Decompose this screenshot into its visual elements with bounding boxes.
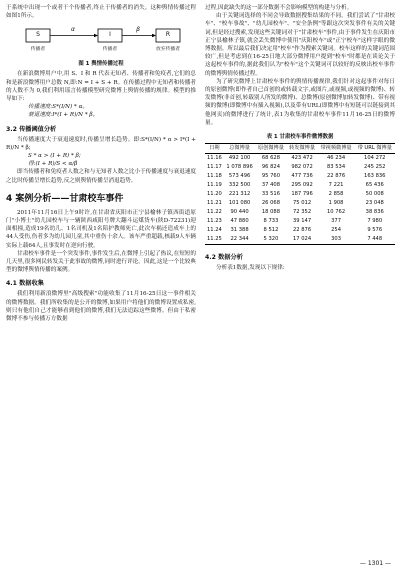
table-cell: 477 736 [291,173,313,180]
equation: 衰退速度:I*(I + R)/N * β。 [28,112,99,119]
paragraph: 于系统中出现一个或者干个传播者,终止于传播者的消失。这种舆情传播过程如图1所示。 [6,5,196,20]
table-cell: 11.20 [206,191,222,198]
table-header-cell: 转发微博量 [289,145,316,152]
beta-label: β [136,26,140,34]
table-row [205,226,395,235]
table-cell: 22 876 [326,173,346,180]
table-header-cell: 原创微博量 [257,145,284,152]
table-cell: 47 880 [230,218,249,225]
table-cell: 245 252 [364,164,386,171]
table-cell: 221 312 [228,191,251,198]
weibo-data-table [205,143,395,245]
chapter-heading: 4 案例分析——甘肃校车事件 [6,193,124,204]
box-i-label: I [109,31,111,39]
alpha-label: α [71,26,75,34]
table-cell: 26 068 [261,200,281,207]
table-cell: 22 344 [230,236,249,243]
box-s-label: S [36,31,40,39]
propagation-diagram [6,23,196,57]
table-cell: 423 472 [291,155,313,162]
table-cell: 17 024 [292,236,312,243]
table-row [205,190,395,199]
table-row [205,208,395,217]
figure-caption: 图 1 舆情传播过程 [78,61,124,68]
box-r-label: R [165,31,171,39]
table-cell: 11.21 [206,200,222,207]
table-cell: 68 628 [261,155,281,162]
paragraph: 当传播速度大于衰退速度时,传播呈增长趋势。即:S*(I/N) * α > I*(I + R)/N * β; [6,136,196,151]
paragraph: 过程,因此缺失的这一部分数据不会影响模型的构建与分析。 [205,5,353,11]
table-cell: 573 496 [228,173,251,180]
table-cell: 22 876 [292,227,312,234]
table-cell: 1 908 [328,200,344,207]
table-cell: 7 448 [367,236,383,243]
table-cell: 2 858 [328,191,344,198]
table-cell: 95 760 [261,173,281,180]
table-header-cell: 带视频微博量 [320,145,352,152]
table-cell: 163 836 [364,173,386,180]
table-cell: 11.18 [206,173,222,180]
table-cell: 11.24 [206,227,222,234]
equation: 得:(I + R)/S < α/β [28,161,78,168]
table-cell: 11.16 [206,155,222,162]
page-number: — 1301 — [359,560,391,567]
table-cell: 50 008 [365,191,384,198]
table-cell: 39 147 [292,218,312,225]
table-cell: 101 080 [228,200,251,207]
table-row [205,181,395,190]
table-cell: 46 234 [326,155,346,162]
table-cell: 23 048 [365,200,384,207]
table-cell: 83 534 [326,164,346,171]
table-cell: 11.17 [206,164,222,171]
left-column [6,4,196,323]
equation: S * α > (I + R) * β; [28,153,81,160]
table-row [205,199,395,208]
table-cell: 8 512 [263,227,279,234]
table-cell: 11.19 [206,182,222,189]
table-row [205,163,395,172]
table-row [205,172,395,181]
paragraph: 由于关键词选择的不同会导致数据搜集结果的不同。我们尝试了"甘肃校车"、"校车事故"、"幼儿园校车"、"安全条例"等跟这次突发事件有关的关键词,但是经过搜索,发现这些关键词对于"甘肃校车"事件,由于事件发生在庆阳市正宁县榆林子镇,就会丢失微博中使用"庆阳校车"或"正宁校车"这样字眼的微博数据。所以最后我们决定用"校车"作为搜索关键词。校车这样的关键词范围较广,但是考虑到在16-25日地大部分微博用户提到"校车"时都是在谈论关于这起校车事件的,据此我们认为"校车"这个关键词可以较好的反映出校车事件的微博舆情传播过程。 [205,13,395,77]
table-cell: 104 272 [364,155,386,162]
table-cell: 75 012 [292,200,312,207]
table-cell: 7 221 [328,182,344,189]
table-cell: 377 [331,218,341,225]
table-cell: 254 [331,227,341,234]
table-header-cell: 带 URL 微博量 [357,145,392,152]
table-cell: 187 796 [291,191,313,198]
paragraph: 甘肃校车事件是一个突发事件,事件发生后,在微博上引起了热议,在短短的几天里,很多网民转发关于此事故的微博,同时进行评论。因此,这是一个比较典型的微博舆情传播的案例。 [6,250,196,274]
table-row [205,217,395,226]
table-cell: 96 824 [261,164,281,171]
table-cell: 332 500 [228,182,251,189]
box-r-caption: 放弃传播者 [156,47,180,53]
paragraph: 即当传播者和免疫者人数之和与无知者人数之比小于传播速度与衰退速度之比时传播呈增长趋势,反之则舆情传播呈消退趋势。 [6,169,197,184]
table-cell: 37 408 [261,182,281,189]
table-cell: 33 516 [261,191,281,198]
section-heading: 4.1 数据收集 [6,280,44,288]
table-cell: 11.23 [206,218,222,225]
table-body [205,154,395,245]
paragraph: 2011年11月16日上午9时许,在甘肃省庆阳市正宁县榆林子镇西街道原门"小博士"幼儿园校车与一辆陕西咸阳号牌大翻斗运煤货车(陕D-72231)迎面相撞,造成19名幼儿、1名司机及1名陪护教师死亡,此次车祸还造成车上的44人受伤,伤者多为幼儿园儿童,其中重伤十余人。该车严重超载,核载9人车辆实际上载64人,且事发时在逆向行驶。 [6,209,196,249]
right-column [205,4,395,272]
paragraph: 在新浪微博用户中,用 S、I 和 R 代表无知者、传播者和免疫者,它们的总和是新浪微博用户总数 N,即:N = I + S + R。在传播过程中无知者和传播者的人数不为 0,我们利用谣言传播模型研究微博上舆情传播的规律。模型的推导如下: [6,71,196,103]
box-s-caption: 传播者 [30,47,46,53]
table-header-cell: 日期 [209,145,220,152]
equation: 传播速度:S*(I/N) * α。 [28,104,88,111]
table-row [205,154,395,164]
table-caption: 表 1 甘肃校车事件微博数据 [266,134,334,141]
table-header-cell: 总微博量 [229,145,250,152]
table-cell: 8 733 [263,218,279,225]
table-cell: 9 576 [367,227,383,234]
table-header-row [205,144,395,154]
table-cell: 65 436 [365,182,384,189]
table-row [205,235,395,245]
table-cell: 11.22 [206,209,222,216]
table-cell: 1 078 896 [226,164,253,171]
table-cell: 295 092 [291,182,313,189]
table-cell: 492 100 [228,155,251,162]
table-cell: 303 [331,236,341,243]
table-cell: 31 388 [230,227,249,234]
table-cell: 90 440 [230,209,249,216]
section-heading: 4.2 数据分析 [205,254,243,262]
paragraph: 我们利用新浪微博里"高级搜索"功能收集了11月16-25日这一事件相关的微博数据。我们所收集的是公开的微博,如果用户将他们的微博设置成私密,则只有他们自己才能够看到他们的微博,我们无法追踪这些微博。但由于私密微博不参与传播万方数据 [6,291,196,323]
table-cell: 18 088 [261,209,281,216]
table-cell: 11.25 [206,236,222,243]
box-i-caption: 传播者 [102,47,118,53]
section-heading: 3.2 传播阈值分析 [6,125,57,133]
table-cell: 5 320 [263,236,279,243]
paragraph: 为了研究微博上甘肃校车事件的舆情传播规律,我们针对这起事件对每日的原创微博(即作者自己首创的或转载文字,或图片,或视频,或视频的微博)、转发微博(非首创,转载别人所发的微博)、总微博(原创微博加转发微博)、带有视频的微博(即微博中有插入视频),以及带有URL(即微博中有短链可以链接到其他网页)的微博进行了统计,表1为收集的甘肃校车事件11月16-25日的微博量。 [205,78,395,126]
table-cell: 72 352 [292,209,312,216]
table-cell: 982 072 [291,164,313,171]
table-cell: 38 836 [365,209,384,216]
table-cell: 10 762 [326,209,346,216]
table-cell: 7 980 [367,218,383,225]
paragraph: 分析表1数据,发现以下规律: [216,265,285,272]
